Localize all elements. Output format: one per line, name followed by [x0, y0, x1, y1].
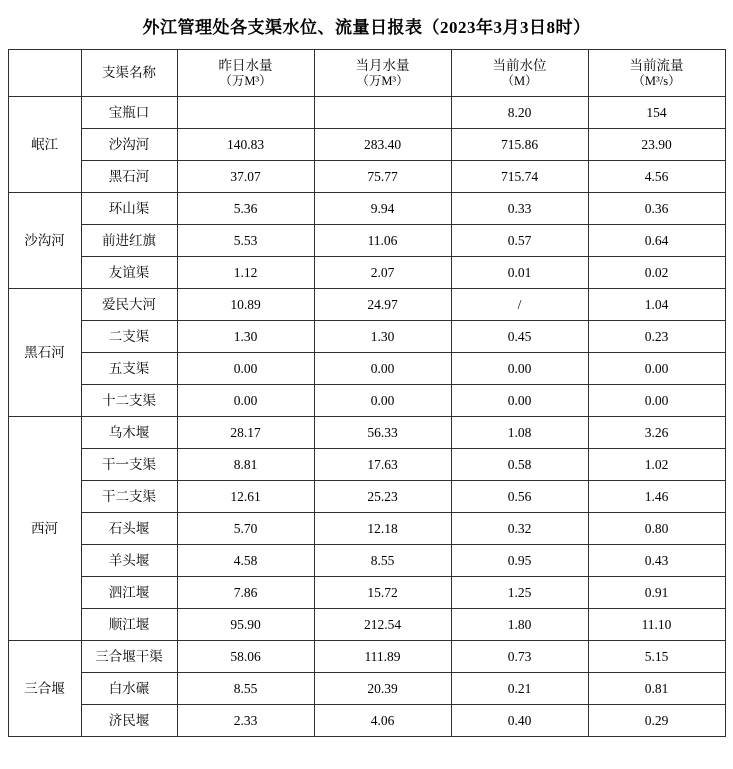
- current-flow-cell: 3.26: [588, 417, 725, 449]
- channel-name-cell: 五支渠: [81, 353, 177, 385]
- yesterday-volume-cell: 28.17: [177, 417, 314, 449]
- column-header-yesterday-volume-line1: 昨日水量: [218, 58, 273, 74]
- month-volume-cell: 111.89: [314, 641, 451, 673]
- channel-name-cell: 十二支渠: [81, 385, 177, 417]
- column-header-current-level: [451, 50, 588, 97]
- month-volume-cell: 2.07: [314, 257, 451, 289]
- group-cell: 黑石河: [8, 289, 81, 417]
- current-level-cell: 0.00: [451, 385, 588, 417]
- yesterday-volume-cell: 0.00: [177, 353, 314, 385]
- channel-name-cell: 乌木堰: [81, 417, 177, 449]
- yesterday-volume-cell: 37.07: [177, 161, 314, 193]
- current-flow-cell: 0.00: [588, 353, 725, 385]
- yesterday-volume-cell: 0.00: [177, 385, 314, 417]
- table-row: [8, 705, 725, 737]
- table-row: [8, 449, 725, 481]
- current-flow-cell: 0.81: [588, 673, 725, 705]
- yesterday-volume-cell: 10.89: [177, 289, 314, 321]
- yesterday-volume-cell: 1.30: [177, 321, 314, 353]
- yesterday-volume-cell: 95.90: [177, 609, 314, 641]
- yesterday-volume-cell: 2.33: [177, 705, 314, 737]
- current-flow-cell: 11.10: [588, 609, 725, 641]
- current-flow-cell: 0.00: [588, 385, 725, 417]
- current-level-cell: 0.01: [451, 257, 588, 289]
- current-flow-cell: 1.04: [588, 289, 725, 321]
- current-level-cell: 0.21: [451, 673, 588, 705]
- month-volume-cell: 20.39: [314, 673, 451, 705]
- yesterday-volume-cell: 12.61: [177, 481, 314, 513]
- current-level-cell: 1.80: [451, 609, 588, 641]
- current-level-cell: 0.00: [451, 353, 588, 385]
- channel-name-cell: 环山渠: [81, 193, 177, 225]
- yesterday-volume-cell: 5.70: [177, 513, 314, 545]
- column-header-month-volume-line2: （万M³）: [356, 73, 409, 88]
- table-row: [8, 225, 725, 257]
- table-row: [8, 193, 725, 225]
- current-flow-cell: 0.02: [588, 257, 725, 289]
- month-volume-cell: 1.30: [314, 321, 451, 353]
- month-volume-cell: 212.54: [314, 609, 451, 641]
- current-level-cell: 0.57: [451, 225, 588, 257]
- column-header-current-level-line2: （M）: [501, 73, 538, 88]
- month-volume-cell: 12.18: [314, 513, 451, 545]
- month-volume-cell: 75.77: [314, 161, 451, 193]
- current-level-cell: 0.45: [451, 321, 588, 353]
- table-row: [8, 417, 725, 449]
- current-flow-cell: 1.46: [588, 481, 725, 513]
- month-volume-cell: 283.40: [314, 129, 451, 161]
- table-row: [8, 257, 725, 289]
- current-level-cell: 0.58: [451, 449, 588, 481]
- month-volume-cell: 8.55: [314, 545, 451, 577]
- channel-name-cell: 干二支渠: [81, 481, 177, 513]
- channel-name-cell: 济民堰: [81, 705, 177, 737]
- channel-name-cell: 黑石河: [81, 161, 177, 193]
- group-cell: 沙沟河: [8, 193, 81, 289]
- table-row: [8, 609, 725, 641]
- current-level-cell: 0.56: [451, 481, 588, 513]
- group-cell: 西河: [8, 417, 81, 641]
- month-volume-cell: 17.63: [314, 449, 451, 481]
- channel-name-cell: 羊头堰: [81, 545, 177, 577]
- current-level-cell: 8.20: [451, 97, 588, 129]
- current-flow-cell: 0.43: [588, 545, 725, 577]
- current-flow-cell: 1.02: [588, 449, 725, 481]
- yesterday-volume-cell: [177, 97, 314, 129]
- group-cell: 三合堰: [8, 641, 81, 737]
- table-row: [8, 289, 725, 321]
- table-row: [8, 129, 725, 161]
- yesterday-volume-cell: 5.53: [177, 225, 314, 257]
- current-level-cell: 715.74: [451, 161, 588, 193]
- month-volume-cell: 56.33: [314, 417, 451, 449]
- current-flow-cell: 23.90: [588, 129, 725, 161]
- table-row: [8, 321, 725, 353]
- month-volume-cell: 25.23: [314, 481, 451, 513]
- month-volume-cell: 15.72: [314, 577, 451, 609]
- table-row: [8, 673, 725, 705]
- yesterday-volume-cell: 58.06: [177, 641, 314, 673]
- table-header: [8, 50, 725, 97]
- current-flow-cell: 0.80: [588, 513, 725, 545]
- table-row: [8, 513, 725, 545]
- current-flow-cell: 0.29: [588, 705, 725, 737]
- current-flow-cell: 5.15: [588, 641, 725, 673]
- month-volume-cell: [314, 97, 451, 129]
- current-level-cell: /: [451, 289, 588, 321]
- column-header-group: [8, 50, 81, 97]
- page-title: 外江管理处各支渠水位、流量日报表（2023年3月3日8时）: [142, 18, 591, 37]
- yesterday-volume-cell: 5.36: [177, 193, 314, 225]
- table-row: [8, 641, 725, 673]
- column-header-current-flow: [588, 50, 725, 97]
- yesterday-volume-cell: 1.12: [177, 257, 314, 289]
- channel-name-cell: 沙沟河: [81, 129, 177, 161]
- column-header-month-volume: [314, 50, 451, 97]
- yesterday-volume-cell: 8.55: [177, 673, 314, 705]
- column-header-channel-name: 支渠名称: [81, 50, 177, 97]
- yesterday-volume-cell: 7.86: [177, 577, 314, 609]
- channel-name-cell: 友谊渠: [81, 257, 177, 289]
- channel-name-cell: 前进红旗: [81, 225, 177, 257]
- column-header-current-flow-line2: （M³/s）: [632, 73, 681, 88]
- table-row: [8, 385, 725, 417]
- current-level-cell: 0.40: [451, 705, 588, 737]
- channel-name-cell: 白水碾: [81, 673, 177, 705]
- month-volume-cell: 9.94: [314, 193, 451, 225]
- current-flow-cell: 154: [588, 97, 725, 129]
- month-volume-cell: 24.97: [314, 289, 451, 321]
- month-volume-cell: 4.06: [314, 705, 451, 737]
- channel-name-cell: 干一支渠: [81, 449, 177, 481]
- table-row: [8, 97, 725, 129]
- current-flow-cell: 0.91: [588, 577, 725, 609]
- table-row: [8, 481, 725, 513]
- month-volume-cell: 0.00: [314, 353, 451, 385]
- current-flow-cell: 0.64: [588, 225, 725, 257]
- channel-name-cell: 顺江堰: [81, 609, 177, 641]
- channel-name-cell: 爱民大河: [81, 289, 177, 321]
- month-volume-cell: 0.00: [314, 385, 451, 417]
- column-header-month-volume-line1: 当月水量: [355, 58, 410, 74]
- current-level-cell: 0.73: [451, 641, 588, 673]
- header-row: [8, 50, 725, 97]
- channel-name-cell: 二支渠: [81, 321, 177, 353]
- yesterday-volume-cell: 140.83: [177, 129, 314, 161]
- column-header-yesterday-volume-line2: （万M³）: [219, 73, 272, 88]
- table-row: [8, 545, 725, 577]
- channel-name-cell: 泗江堰: [81, 577, 177, 609]
- channel-name-cell: 三合堰干渠: [81, 641, 177, 673]
- column-header-yesterday-volume: [177, 50, 314, 97]
- current-level-cell: 0.33: [451, 193, 588, 225]
- table-body: [8, 97, 725, 737]
- current-level-cell: 0.95: [451, 545, 588, 577]
- current-level-cell: 1.08: [451, 417, 588, 449]
- table-row: [8, 353, 725, 385]
- current-flow-cell: 0.36: [588, 193, 725, 225]
- channel-name-cell: 宝瓶口: [81, 97, 177, 129]
- water-level-flow-table: [8, 49, 726, 737]
- group-cell: 岷江: [8, 97, 81, 193]
- table-row: [8, 161, 725, 193]
- column-header-current-level-line1: 当前水位: [492, 58, 547, 74]
- table-row: [8, 577, 725, 609]
- current-level-cell: 715.86: [451, 129, 588, 161]
- yesterday-volume-cell: 4.58: [177, 545, 314, 577]
- yesterday-volume-cell: 8.81: [177, 449, 314, 481]
- current-flow-cell: 4.56: [588, 161, 725, 193]
- month-volume-cell: 11.06: [314, 225, 451, 257]
- channel-name-cell: 石头堰: [81, 513, 177, 545]
- current-flow-cell: 0.23: [588, 321, 725, 353]
- column-header-current-flow-line1: 当前流量: [629, 58, 684, 74]
- current-level-cell: 1.25: [451, 577, 588, 609]
- current-level-cell: 0.32: [451, 513, 588, 545]
